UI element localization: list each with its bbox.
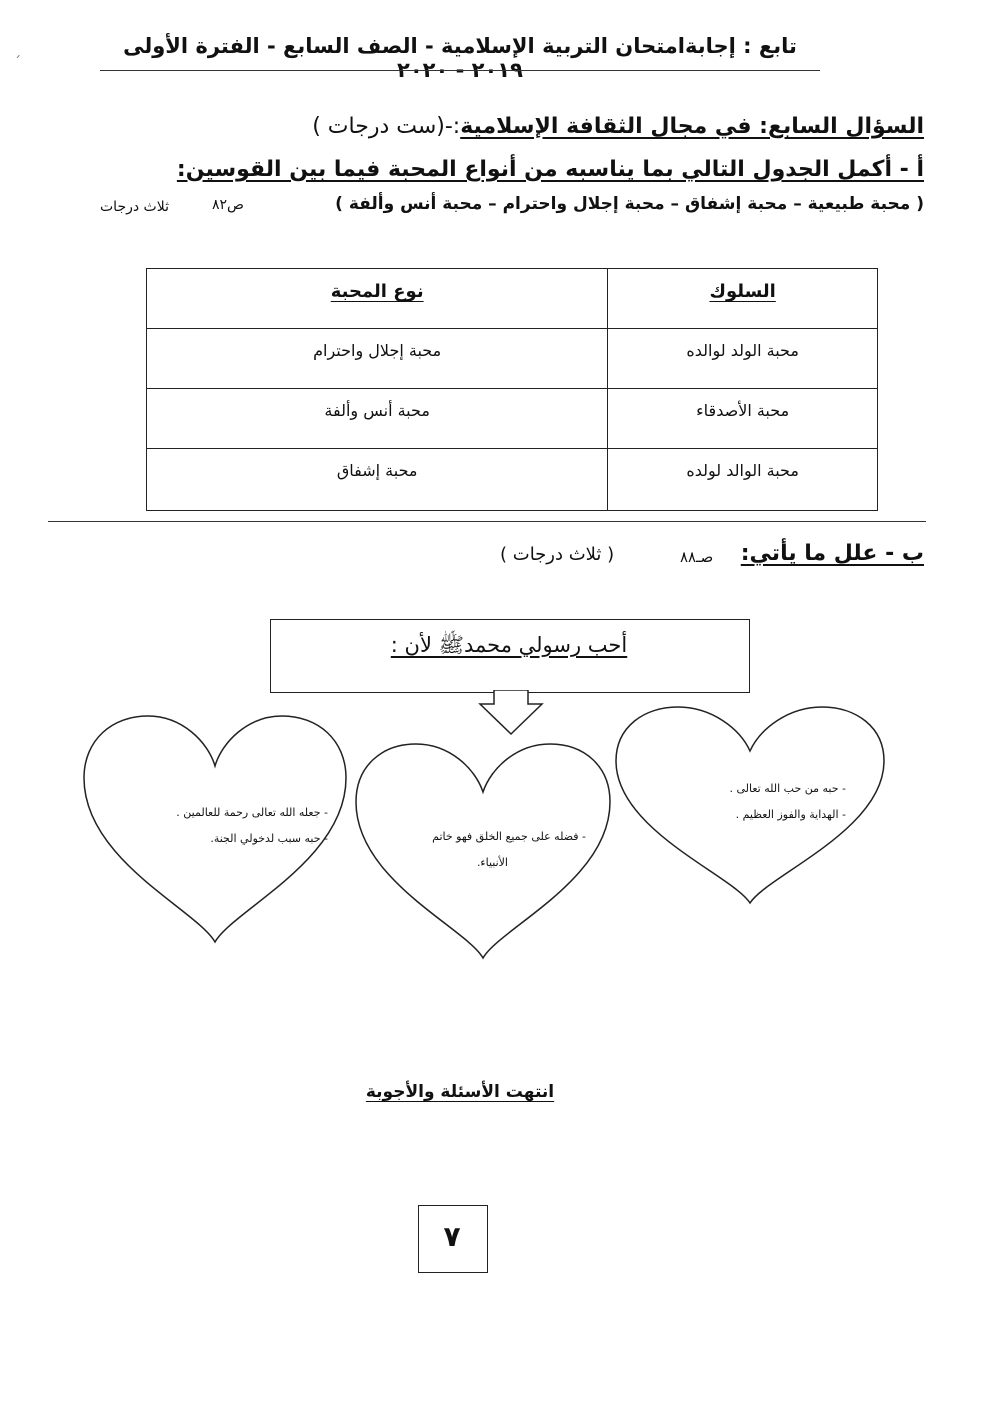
question-topic: : في مجال الثقافة الإسلامية — [460, 114, 768, 139]
part-b-page-ref: صـ٨٨ — [680, 548, 714, 566]
behavior-cell: محبة الوالد لولده — [608, 449, 878, 511]
down-arrow-icon — [478, 690, 544, 736]
reason-line: - فضله على جميع الخلق فهو خاتم — [432, 830, 586, 843]
part-b-marks: ( ثلاث درجات ) — [500, 544, 615, 565]
reason-line: - جعله الله تعالى رحمة للعالمين . — [176, 806, 328, 819]
heart-reasons-right — [646, 776, 846, 828]
question-label: السؤال السابع — [767, 114, 924, 139]
reason-line: - حبه سبب لدخولي الجنة. — [210, 832, 328, 845]
table-row — [147, 449, 878, 511]
type-cell: محبة إجلال واحترام — [147, 329, 608, 389]
end-note: انتهت الأسئلة والأجوبة — [365, 1082, 555, 1102]
table-row — [147, 389, 878, 449]
header-underline — [100, 70, 820, 71]
reason-line: - حبه من حب الله تعالى . — [729, 782, 846, 795]
part-b-heading: ب - علل ما يأتي: — [740, 541, 924, 566]
reason-line: الأنبياء. — [476, 856, 508, 869]
header-cell-behavior — [608, 269, 878, 329]
heart-reasons-left — [110, 800, 328, 852]
statement-text — [270, 632, 748, 663]
corner-mark: ˊ — [14, 55, 21, 71]
table-row — [147, 329, 878, 389]
behavior-cell: محبة الولد لوالده — [608, 329, 878, 389]
love-types-table — [146, 268, 878, 511]
header-type-label: نوع المحبة — [330, 281, 424, 302]
statement-label: أحب رسولي محمدﷺ لأن : — [390, 633, 628, 657]
section-divider — [48, 521, 926, 522]
behavior-cell: محبة الأصدقاء — [608, 389, 878, 449]
reason-line: - الهداية والفوز العظيم . — [735, 808, 846, 821]
part-a-page-ref: ص٨٢ — [212, 197, 244, 213]
header-behavior-label: السلوك — [709, 281, 776, 302]
part-a-instruction: أ - أكمل الجدول التالي بما يناسبه من أنواع المحبة فيما بين القوسين: — [176, 157, 924, 182]
heart-reasons-middle — [380, 824, 586, 876]
page-number: ٧ — [443, 1220, 461, 1253]
part-a-marks: ثلاث درجات — [100, 199, 169, 215]
question-seven-heading — [312, 114, 924, 139]
page-header-title: تابع : إجابةامتحان التربية الإسلامية - الصف السابع - الفترة الأولى ٢٠١٩ - ٢٠٢٠ — [123, 34, 797, 82]
header-cell-type — [147, 269, 608, 329]
type-cell: محبة أنس وألفة — [147, 389, 608, 449]
type-cell: محبة إشفاق — [147, 449, 608, 511]
table-header-row — [147, 269, 878, 329]
question-marks: :-(ست درجات ) — [312, 114, 461, 139]
part-a-options: ( محبة طبيعية – محبة إشفاق – محبة إجلال واحترام – محبة أنس وألفة ) — [335, 194, 924, 214]
